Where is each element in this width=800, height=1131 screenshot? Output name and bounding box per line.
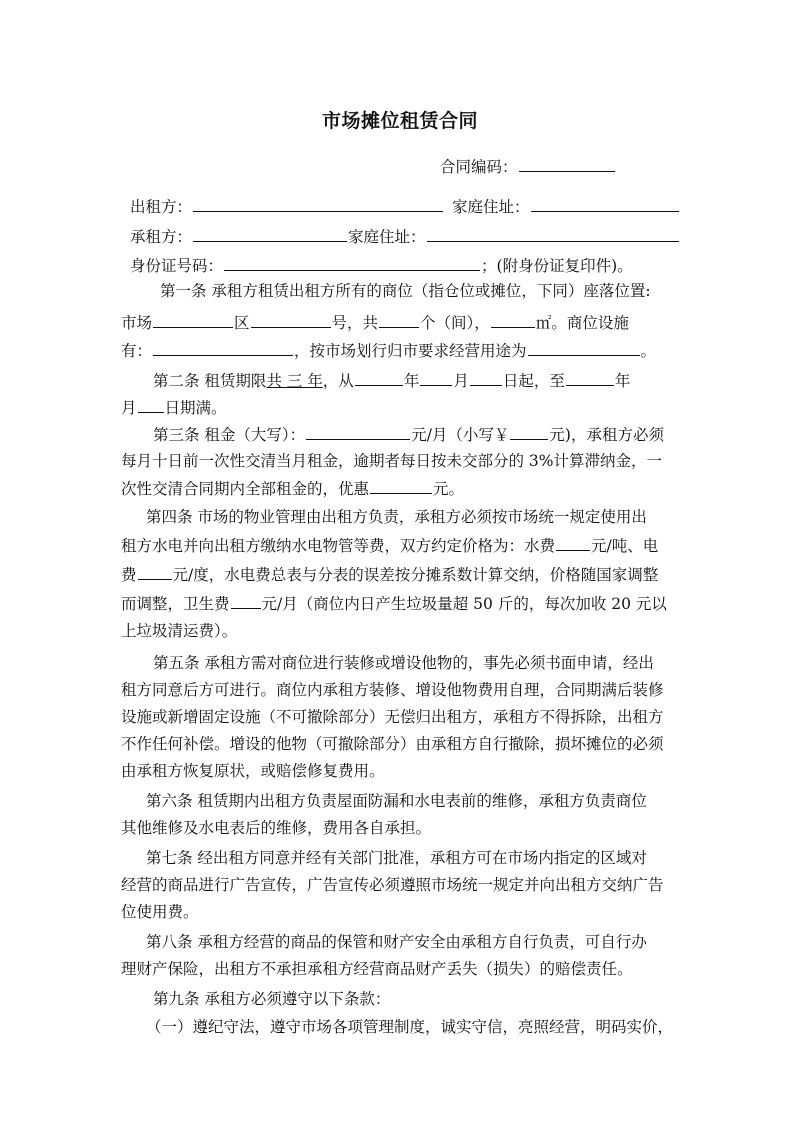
month2-label: 月	[121, 399, 137, 417]
rent-upper-blank[interactable]	[306, 423, 410, 440]
year-label: 年	[403, 372, 420, 390]
id-label: 身份证号码：	[130, 257, 224, 275]
article8-line1: 第八条 承租方经营的商品的保管和财产安全由承租方自行负责，可自行办	[146, 933, 647, 951]
lessee-label: 承租方：	[130, 228, 193, 246]
discount-blank[interactable]	[370, 477, 432, 494]
to-day-blank[interactable]	[138, 396, 164, 413]
facilities-blank[interactable]	[153, 339, 293, 356]
article3-line2: 每月十日前一次性交清当月租金，逾期者每日按未交部分的 3%计算滞纳金，一	[121, 452, 663, 470]
to-year-blank[interactable]	[566, 369, 614, 386]
article6-line1: 第六条 租赁期内出租方负责屋面防漏和水电表前的维修，承租方负责商位	[146, 792, 647, 810]
article2-lead: 第二条 租赁期限	[153, 372, 267, 390]
lessor-address-blank[interactable]	[531, 195, 679, 212]
area-blank[interactable]	[491, 311, 535, 328]
contract-number-line	[440, 155, 680, 178]
term-value: 共 三 年	[266, 372, 323, 390]
lessor-name-blank[interactable]	[193, 195, 443, 212]
id-note: ；(附身份证复印件)。	[481, 257, 633, 275]
day-end-label: 日期满。	[164, 399, 227, 417]
lessor-line	[130, 195, 690, 218]
sanitation-fee-blank[interactable]	[231, 592, 261, 609]
electric-fee-rest: 元/度，水电费总表与分表的误差按分摊系数计算交纳，价格随国家调整	[172, 566, 659, 584]
document-title: 市场摊位租赁合同	[321, 110, 478, 132]
lessee-line	[130, 225, 690, 248]
district-blank[interactable]	[251, 311, 331, 328]
sqm-label: ㎡。商位设施	[535, 314, 629, 332]
month-label: 月	[453, 372, 469, 390]
rent-upper-label: 第三条 租金（大写）：	[153, 426, 306, 444]
discount-unit: 元。	[433, 480, 465, 498]
water-fee-blank[interactable]	[556, 534, 590, 551]
district-label: 区	[234, 314, 250, 332]
lessor-label: 出租方：	[130, 198, 193, 216]
water-fee-label: 租方水电并向出租方缴纳水电物管等费，双方约定价格为：水费	[121, 537, 556, 555]
rent-lower-blank[interactable]	[510, 423, 548, 440]
article5-line4: 不作任何补偿。增设的他物（可撤除部分）由承租方自行撤除，损坏摊位的必须	[121, 735, 664, 753]
id-line	[130, 254, 690, 277]
article7-line3: 位使用费。	[121, 903, 199, 921]
year2-label: 年	[614, 372, 631, 390]
rent-lower-label: 元/月（小写￥	[411, 426, 510, 444]
electric-fee-label: 费	[121, 566, 137, 584]
market-blank[interactable]	[153, 311, 233, 328]
article4-line5: 上垃圾清运费）。	[121, 622, 238, 640]
day-from-label: 日起，至	[502, 372, 565, 390]
article2-from: ，从	[322, 372, 354, 390]
article4-line3	[121, 563, 681, 586]
facilities-label: 有：	[121, 342, 153, 360]
article1-line3	[121, 339, 681, 362]
article9-line1: 第九条 承租方必须遵守以下条款：	[153, 990, 391, 1008]
article1-line2	[121, 311, 681, 334]
discount-label: 次性交清合同期内全部租金的，优惠	[121, 480, 370, 498]
article4-line4	[121, 592, 681, 615]
article7-line1: 第七条 经出租方同意并经有关部门批准，承租方可在市场内指定的区域对	[146, 849, 647, 867]
article3-line1	[153, 423, 683, 446]
market-label: 市场	[121, 314, 153, 332]
use-blank[interactable]	[528, 339, 640, 356]
article5-line1: 第五条 承租方需对商位进行装修或增设他物的，事先必须书面申请，经出	[153, 654, 654, 672]
from-day-blank[interactable]	[470, 369, 502, 386]
article7-line2: 经营的商品进行广告宣传，广告宣传必须遵照市场统一规定并向出租方交纳广告	[121, 876, 664, 894]
sanitation-fee-label: 而调整，卫生费	[121, 595, 230, 613]
sanitation-fee-rest: 元/月（商位内日产生垃圾量超 50 斤的，每次加收 20 元以	[261, 595, 667, 613]
article8-line2: 理财产保险，出租方不承担承租方经营商品财产丢失（损失）的赔偿责任。	[121, 960, 633, 978]
article5-line5: 由承租方恢复原状，或赔偿修复费用。	[121, 762, 385, 780]
article4-line1: 第四条 市场的物业管理由出租方负责，承租方必须按市场统一规定使用出	[146, 508, 647, 526]
article2-line2	[121, 396, 681, 419]
id-number-blank[interactable]	[224, 254, 480, 271]
lessee-address-label: 家庭住址：	[348, 228, 426, 246]
use-label: ，按市场划行归市要求经营用途为	[294, 342, 527, 360]
unit-label: 个（间），	[420, 314, 490, 332]
article4-line2	[121, 534, 681, 557]
lessee-address-blank[interactable]	[427, 225, 679, 242]
use-end: 。	[640, 342, 657, 360]
from-year-blank[interactable]	[355, 369, 403, 386]
article9-line2: （一）遵纪守法，遵守市场各项管理制度，诚实守信，亮照经营，明码实价，	[146, 1018, 674, 1036]
rent-rest: 元)，承租方必须	[549, 426, 664, 444]
from-month-blank[interactable]	[420, 369, 452, 386]
contract-number-label: 合同编码：	[440, 158, 518, 176]
article1-line1: 第一条 承租方租赁出租方所有的商位（指仓位或摊位，下同）座落位置:	[160, 282, 651, 300]
article3-line3	[121, 477, 681, 500]
lessor-address-label: 家庭住址：	[452, 198, 530, 216]
article2-line1	[153, 369, 683, 392]
article6-line2: 其他维修及水电表后的维修，费用各自承担。	[121, 819, 432, 837]
lessee-name-blank[interactable]	[193, 225, 347, 242]
electric-fee-blank[interactable]	[138, 563, 172, 580]
water-fee-unit: 元/吨、电	[591, 537, 659, 555]
article5-line2: 租方同意后方可进行。商位内承租方装修、增设他物费用自理，合同期满后装修	[121, 681, 664, 699]
count-blank[interactable]	[379, 311, 419, 328]
article5-line3: 设施或新增固定设施（不可撤除部分）无偿归出租方，承租方不得拆除，出租方	[121, 708, 664, 726]
contract-number-blank[interactable]	[519, 155, 615, 172]
number-label: 号，共	[331, 314, 379, 332]
